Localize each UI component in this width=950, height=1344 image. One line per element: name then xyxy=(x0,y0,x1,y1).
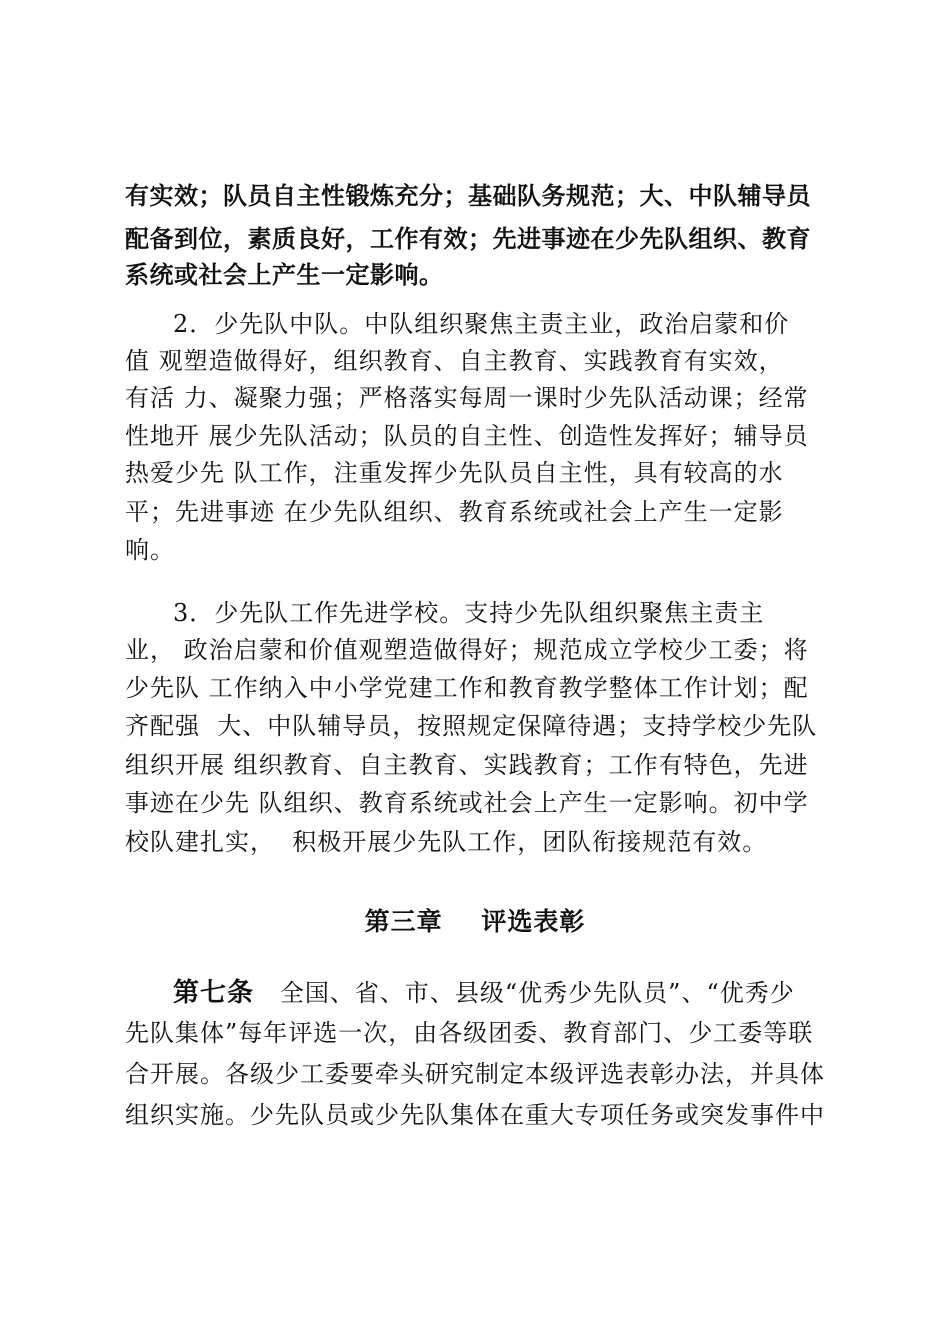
paragraph-line: 合开展。各级少工委要牵头研究制定本级评选表彰办法，并具体 xyxy=(125,1060,825,1088)
paragraph-line: 校队建扎实， 积极开展少先队工作，团队衔接规范有效。 xyxy=(125,828,768,856)
paragraph-line: 事迹在少先 队组织、教育系统或社会上产生一定影响。初中学 xyxy=(125,789,809,817)
paragraph-line: 齐配强 大、中队辅导员，按照规定保障待遇；支持学校少先队 xyxy=(125,712,818,740)
paragraph-line: 3．少先队工作先进学校。支持少先队组织聚焦主责主 xyxy=(173,599,765,627)
article-first-line xyxy=(173,975,795,1011)
paragraph-line: 少先队 工作纳入中小学党建工作和教育教学整体工作计划；配 xyxy=(125,674,809,702)
paragraph-line: 组织开展 组织教育、自主教育、实践教育；工作有特色，先进 xyxy=(125,751,809,779)
paragraph-line: 系统或社会上产生一定影响。 xyxy=(125,260,444,289)
article-label: 第七条 xyxy=(173,978,255,1008)
paragraph-line: 有活 力、凝聚力强；严格落实每周一课时少先队活动课；经常 xyxy=(125,384,809,412)
paragraph-line: 值 观塑造做得好，组织教育、自主教育、实践教育有实效， xyxy=(125,347,784,375)
paragraph-line: 先队集体”每年评选一次，由各级团委、教育部门、少工委等联 xyxy=(125,1019,814,1047)
paragraph-line: 2．少先队中队。中队组织聚焦主责主业，政治启蒙和价 xyxy=(173,310,790,338)
paragraph-line: 业， 政治启蒙和价值观塑造做得好；规范成立学校少工委；将 xyxy=(125,636,809,664)
paragraph-line: 响。 xyxy=(125,536,175,564)
paragraph-line: 平；先进事迹 在少先队组织、教育系统或社会上产生一定影 xyxy=(125,498,784,526)
paragraph-line: 组织实施。少先队员或少先队集体在重大专项任务或突发事件中 xyxy=(125,1101,825,1129)
paragraph-line: 热爱少先 队工作，注重发挥少先队员自主性，具有较高的水 xyxy=(125,459,784,487)
paragraph-line: 性地开 展少先队活动；队员的自主性、创造性发挥好；辅导员 xyxy=(125,422,809,450)
article-text: 全国、省、市、县级“优秀少先队员”、“优秀少 xyxy=(254,979,795,1007)
paragraph-line: 有实效；队员自主性锻炼充分；基础队务规范；大、中队辅导员 xyxy=(125,181,811,210)
chapter-heading: 第三章 评选表彰 xyxy=(364,907,586,936)
paragraph-line: 配备到位，素质良好，工作有效；先进事迹在少先队组织、教育 xyxy=(125,224,811,253)
